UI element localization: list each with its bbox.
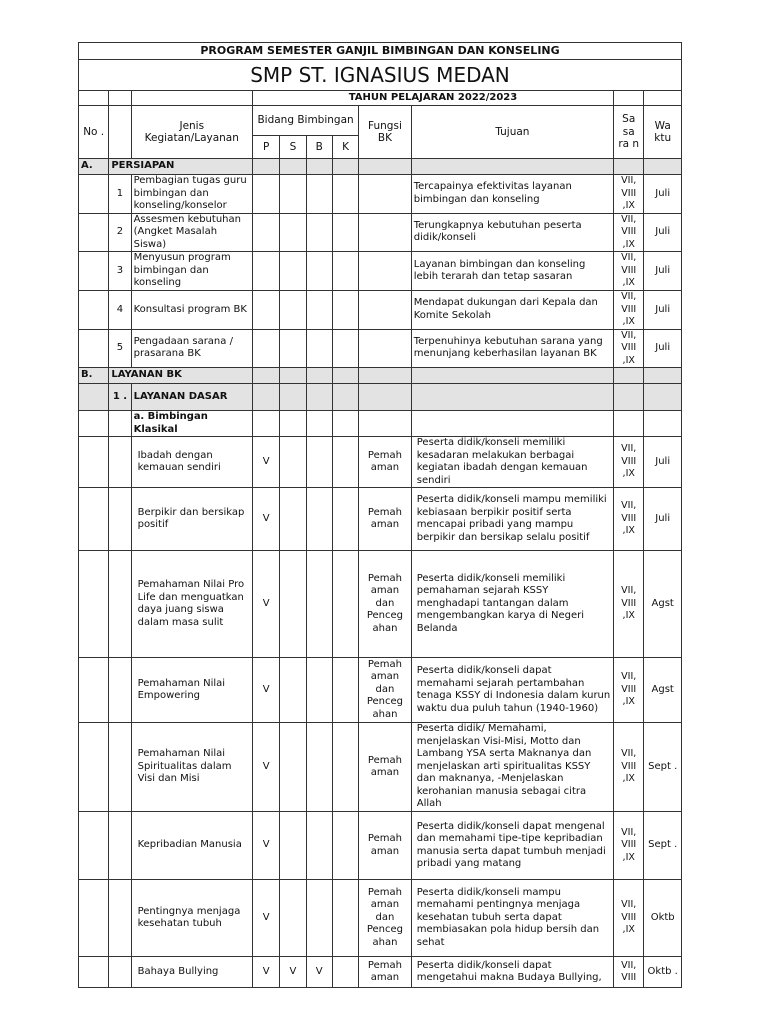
target-cell: VII, VIII ,IX <box>614 291 644 330</box>
col-b: B <box>306 136 332 159</box>
time-cell: Juli <box>644 252 682 291</box>
bidang-p: V <box>252 957 279 988</box>
layanan-row <box>79 551 682 658</box>
bidang-s <box>280 437 306 488</box>
bidang-s <box>280 551 306 658</box>
activity-cell: Pemahaman Nilai Empowering <box>131 658 252 723</box>
goal-cell: Terpenuhinya kebutuhan sarana yang menunjang keberhasilan layanan BK <box>411 329 613 368</box>
sub-section-number: 1 . <box>109 384 131 411</box>
sub-section-title: LAYANAN DASAR <box>131 384 252 411</box>
target-cell: VII, VIII ,IX <box>614 723 644 812</box>
activity-cell: Pembagian tugas guru bimbingan dan konseling/konselor <box>131 175 252 214</box>
goal-cell: Peserta didik/konseli dapat mengetahui makna Budaya Bullying, <box>411 957 613 988</box>
row-number: 3 <box>109 252 131 291</box>
bidang-k <box>332 437 358 488</box>
target-cell: VII, VIII ,IX <box>614 551 644 658</box>
target-cell: VII, VIII <box>614 957 644 988</box>
time-cell: Oktb <box>644 880 682 957</box>
time-cell: Agst <box>644 551 682 658</box>
bidang-k <box>332 488 358 551</box>
goal-cell: Peserta didik/ Memahami, menjelaskan Visi-Misi, Motto dan Lambang YSA serta Maknanya dan menjelaskan arti spiritualitas KSSY dan maknanya, -Menjelaskan kerohanian manusia sebagai citra Allah <box>411 723 613 812</box>
goal-cell: Peserta didik/konseli mampu memiliki kebiasaan berpikir positif serta mencapai pribadi yang mampu berpikir dan bersikap selalu positif <box>411 488 613 551</box>
section-b-label: B. <box>79 368 109 384</box>
bidang-b <box>306 723 332 812</box>
layanan-row <box>79 658 682 723</box>
row-number: 4 <box>109 291 131 330</box>
target-cell: VII, VIII ,IX <box>614 252 644 291</box>
activity-cell: Pengadaan sarana / prasarana BK <box>131 329 252 368</box>
goal-cell: Peserta didik/konseli dapat memahami sejarah pertambahan tenaga KSSY di Indonesia dalam kurun waktu dua puluh tahun (1940-1960) <box>411 658 613 723</box>
activity-cell: Ibadah dengan kemauan sendiri <box>131 437 252 488</box>
col-waktu: Wa ktu <box>644 106 682 159</box>
goal-cell: Layanan bimbingan dan konseling lebih terarah dan tetap sasaran <box>411 252 613 291</box>
bidang-k <box>332 723 358 812</box>
section-b-row <box>79 368 682 384</box>
row-number: 2 <box>109 213 131 252</box>
school-row <box>79 60 682 91</box>
bidang-s <box>280 812 306 880</box>
layanan-row <box>79 880 682 957</box>
col-bidang: Bidang Bimbingan <box>252 106 358 136</box>
bidang-k <box>332 812 358 880</box>
row-number: 5 <box>109 329 131 368</box>
layanan-row <box>79 957 682 988</box>
time-cell: Juli <box>644 175 682 214</box>
col-p: P <box>252 136 279 159</box>
layanan-row <box>79 812 682 880</box>
bidang-b: V <box>306 957 332 988</box>
function-cell: Pemah aman <box>359 488 412 551</box>
bidang-p: V <box>252 723 279 812</box>
time-cell: Juli <box>644 213 682 252</box>
time-cell: Sept . <box>644 812 682 880</box>
bidang-s <box>280 488 306 551</box>
time-cell: Juli <box>644 291 682 330</box>
bidang-k <box>332 880 358 957</box>
time-cell: Juli <box>644 329 682 368</box>
function-cell: Pemah aman <box>359 437 412 488</box>
activity-cell: Pemahaman Nilai Pro Life dan menguatkan daya juang siswa dalam masa sulit <box>131 551 252 658</box>
bidang-b <box>306 658 332 723</box>
bidang-k <box>332 551 358 658</box>
persiapan-row <box>79 252 682 291</box>
function-cell: Pemah aman dan Penceg ahan <box>359 880 412 957</box>
function-cell: Pemah aman dan Penceg ahan <box>359 551 412 658</box>
target-cell: VII, VIII ,IX <box>614 658 644 723</box>
time-cell: Agst <box>644 658 682 723</box>
target-cell: VII, VIII ,IX <box>614 329 644 368</box>
col-k: K <box>332 136 358 159</box>
program-table <box>78 42 682 988</box>
bidang-k <box>332 957 358 988</box>
activity-cell: Assesmen kebutuhan (Angket Masalah Siswa) <box>131 213 252 252</box>
target-cell: VII, VIII ,IX <box>614 488 644 551</box>
goal-cell: Peserta didik/konseli memiliki kesadaran melakukan berbagai kegiatan ibadah dengan kemauan sendiri <box>411 437 613 488</box>
persiapan-row <box>79 213 682 252</box>
activity-cell: Berpikir dan bersikap positif <box>131 488 252 551</box>
goal-cell: Terungkapnya kebutuhan peserta didik/konseli <box>411 213 613 252</box>
bidang-p: V <box>252 658 279 723</box>
header-row <box>79 106 682 136</box>
target-cell: VII, VIII ,IX <box>614 812 644 880</box>
col-jenis: Jenis Kegiatan/Layanan <box>131 106 252 159</box>
time-cell: Sept . <box>644 723 682 812</box>
layanan-row <box>79 437 682 488</box>
activity-cell: Pentingnya menjaga kesehatan tubuh <box>131 880 252 957</box>
goal-cell: Peserta didik/konseli memiliki pemahaman sejarah KSSY menghadapi tantangan dalam mengembangkan karya di Negeri Belanda <box>411 551 613 658</box>
target-cell: VII, VIII ,IX <box>614 880 644 957</box>
section-a-row <box>79 159 682 175</box>
goal-cell: Mendapat dukungan dari Kepala dan Komite Sekolah <box>411 291 613 330</box>
bidang-s: V <box>280 957 306 988</box>
sub-sub-title: a. Bimbingan Klasikal <box>131 411 252 437</box>
sub-sub-row <box>79 411 682 437</box>
bidang-b <box>306 812 332 880</box>
activity-cell: Bahaya Bullying <box>131 957 252 988</box>
target-cell: VII, VIII ,IX <box>614 175 644 214</box>
bidang-s <box>280 658 306 723</box>
bidang-p: V <box>252 880 279 957</box>
year-row <box>79 91 682 106</box>
academic-year: TAHUN PELAJARAN 2022/2023 <box>252 91 613 106</box>
title-row <box>79 43 682 60</box>
goal-cell: Peserta didik/konseli mampu memahami pentingnya menjaga kesehatan tubuh serta dapat membiasakan pola hidup bersih dan sehat <box>411 880 613 957</box>
program-title: PROGRAM SEMESTER GANJIL BIMBINGAN DAN KONSELING <box>79 43 682 60</box>
col-s: S <box>280 136 306 159</box>
target-cell: VII, VIII ,IX <box>614 213 644 252</box>
function-cell: Pemah aman dan Penceg ahan <box>359 658 412 723</box>
activity-cell: Konsultasi program BK <box>131 291 252 330</box>
bidang-k <box>332 658 358 723</box>
col-no: No . <box>79 106 109 159</box>
section-a-label: A. <box>79 159 109 175</box>
function-cell: Pemah aman <box>359 723 412 812</box>
col-fungsi: Fungsi BK <box>359 106 412 159</box>
col-tujuan: Tujuan <box>411 106 613 159</box>
persiapan-row <box>79 175 682 214</box>
function-cell: Pemah aman <box>359 812 412 880</box>
row-number: 1 <box>109 175 131 214</box>
activity-cell: Kepribadian Manusia <box>131 812 252 880</box>
bidang-p: V <box>252 437 279 488</box>
persiapan-row <box>79 291 682 330</box>
layanan-row <box>79 723 682 812</box>
target-cell: VII, VIII ,IX <box>614 437 644 488</box>
layanan-row <box>79 488 682 551</box>
bidang-b <box>306 551 332 658</box>
goal-cell: Tercapainya efektivitas layanan bimbingan dan konseling <box>411 175 613 214</box>
section-a-title: PERSIAPAN <box>109 159 253 175</box>
time-cell: Juli <box>644 488 682 551</box>
activity-cell: Pemahaman Nilai Spiritualitas dalam Visi dan Misi <box>131 723 252 812</box>
activity-cell: Menyusun program bimbingan dan konseling <box>131 252 252 291</box>
col-sasaran: Sa sa ra n <box>614 106 644 159</box>
time-cell: Oktb . <box>644 957 682 988</box>
goal-cell: Peserta didik/konseli dapat mengenal dan memahami tipe-tipe kepribadian manusia serta dapat tumbuh menjadi pribadi yang matang <box>411 812 613 880</box>
bidang-b <box>306 488 332 551</box>
bidang-p: V <box>252 488 279 551</box>
bidang-s <box>280 723 306 812</box>
time-cell: Juli <box>644 437 682 488</box>
sub-section-row <box>79 384 682 411</box>
bidang-b <box>306 880 332 957</box>
bidang-p: V <box>252 812 279 880</box>
function-cell: Pemah aman <box>359 957 412 988</box>
bidang-p: V <box>252 551 279 658</box>
persiapan-row <box>79 329 682 368</box>
bidang-b <box>306 437 332 488</box>
school-name: SMP ST. IGNASIUS MEDAN <box>79 60 682 91</box>
section-b-title: LAYANAN BK <box>109 368 253 384</box>
bidang-s <box>280 880 306 957</box>
